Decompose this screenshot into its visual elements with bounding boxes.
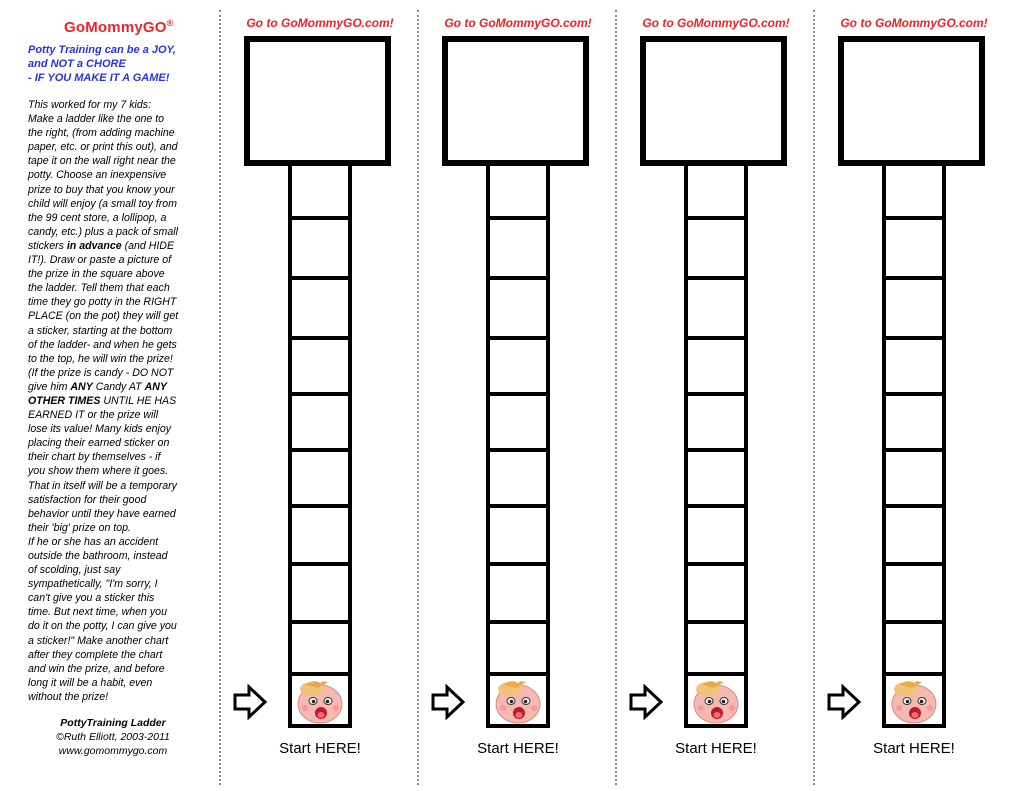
ladder-chart: [618, 0, 814, 791]
ladder-rung: [486, 216, 550, 220]
footer-credits: [28, 716, 198, 758]
ladder-rung: [288, 216, 352, 220]
ladder-rung: [684, 336, 748, 340]
ladder-header-link[interactable]: Go to GoMommyGO.com!: [642, 16, 790, 30]
ladder-rails: [486, 166, 550, 728]
cut-line: [219, 10, 221, 785]
arrow-right-icon: [430, 684, 466, 720]
instructions-line: This worked for my 7 kids:: [28, 99, 152, 111]
ladder-rung: [288, 336, 352, 340]
arrow-right-icon: [628, 684, 664, 720]
instructions-line: That in itself will be a temporary: [28, 479, 177, 492]
ladder-rung: [882, 276, 946, 280]
ladder-rails: [288, 166, 352, 728]
ladder-rung: [882, 562, 946, 566]
instructions-line: If he or she has an accident: [28, 535, 159, 548]
ladder-header-link[interactable]: Go to GoMommyGO.com!: [444, 16, 592, 30]
arrow-right-icon: [826, 684, 862, 720]
instructions-line: stickers in advance (and HIDE: [28, 239, 175, 252]
instructions-line: give him ANY Candy AT ANY: [28, 380, 167, 393]
instructions-line: their chart by themselves - if: [28, 451, 161, 464]
prize-box: [838, 36, 985, 166]
baby-face-icon: [886, 676, 942, 726]
start-label: Start HERE!: [675, 740, 757, 757]
ladder-rung: [486, 392, 550, 396]
ladder-header-link[interactable]: Go to GoMommyGO.com!: [840, 16, 988, 30]
instructions-line: paper, etc. or print this out), and: [28, 141, 178, 154]
ladder-rung: [486, 620, 550, 624]
footer-url: www.gomommygo.com: [58, 745, 168, 757]
instructions-line: EARNED IT or the prize will: [28, 409, 159, 422]
instructions-panel: [0, 0, 218, 791]
instructions-line: time. But next time, when you: [28, 606, 167, 619]
instructions-line: without the prize!: [28, 690, 109, 703]
instructions-line: (If the prize is candy - DO NOT: [28, 366, 174, 379]
ladder-rung: [486, 562, 550, 566]
prize-box: [640, 36, 787, 166]
baby-face-icon: [688, 676, 744, 726]
ladder-rung: [288, 562, 352, 566]
instructions-line: a sticker, starting at the bottom: [28, 324, 173, 337]
instructions-line: a sticker!" Make another chart: [28, 634, 169, 647]
ladder-rung: [288, 504, 352, 508]
tagline: [28, 43, 213, 85]
instructions-line: PLACE (on the pot) they will get: [28, 310, 179, 323]
baby-face-icon: [490, 676, 546, 726]
instructions-line: candy, etc.) plus a pack of small: [28, 225, 178, 238]
instructions-line: IT!). Draw or paste a picture of: [28, 254, 172, 267]
ladder-rung: [288, 392, 352, 396]
ladder-rung: [684, 562, 748, 566]
instructions-line: satisfaction for their good: [28, 493, 147, 506]
instructions-line: outside the bathroom, instead: [28, 550, 168, 562]
instructions-line: to the top, he will win the prize!: [28, 352, 173, 365]
ladder-rung: [486, 336, 550, 340]
ladder-rung: [288, 620, 352, 624]
ladder-rung: [882, 336, 946, 340]
ladder-rung: [684, 216, 748, 220]
ladder-rung: [684, 392, 748, 396]
footer-copyright: ©Ruth Elliott, 2003-2011: [56, 731, 170, 743]
instructions-line: of the ladder- and when he gets: [28, 338, 177, 351]
ladder-rung: [486, 504, 550, 508]
ladder-header-link[interactable]: Go to GoMommyGO.com!: [246, 16, 394, 30]
ladder-rung: [486, 448, 550, 452]
ladder-rung: [882, 620, 946, 624]
instructions-line: and win the prize, and before: [28, 662, 165, 675]
instructions-line: of scolding, just say: [28, 564, 121, 577]
start-label: Start HERE!: [873, 740, 955, 757]
instructions-line: after they complete the chart: [28, 648, 163, 661]
instructions-line: tape it on the wall right near the: [28, 155, 176, 168]
start-label: Start HERE!: [279, 740, 361, 757]
ladder-rails: [684, 166, 748, 728]
instructions-line: can't give you a sticker this: [28, 592, 155, 605]
instructions-line: the ladder. Tell them that each: [28, 282, 170, 295]
ladder-chart: [816, 0, 1012, 791]
ladder-rung: [882, 392, 946, 396]
instructions-line: sympathetically, "I'm sorry, I: [28, 578, 158, 591]
ladder-rung: [882, 216, 946, 220]
instructions-line: Make a ladder like the one to: [28, 113, 165, 126]
instructions-line: placing their earned sticker on: [28, 437, 170, 450]
footer-title: PottyTraining Ladder: [60, 717, 166, 729]
ladder-rails: [882, 166, 946, 728]
ladder-rung: [684, 276, 748, 280]
ladder-rung: [684, 620, 748, 624]
ladder-rung: [882, 504, 946, 508]
instructions-line: time they go potty in the RIGHT: [28, 296, 177, 309]
instructions-line: lose its value! Many kids enjoy: [28, 423, 172, 436]
ladder-rung: [684, 448, 748, 452]
ladder-rung: [486, 276, 550, 280]
tagline-line: and NOT a CHORE: [28, 58, 126, 70]
instructions-text: [28, 98, 216, 704]
prize-box: [442, 36, 589, 166]
ladder-rung: [684, 504, 748, 508]
instructions-line: the right, (from adding machine: [28, 127, 175, 140]
instructions-line: long it will be a habit, even: [28, 676, 153, 689]
tagline-line: Potty Training can be a JOY,: [28, 44, 176, 56]
instructions-line: the 99 cent store, a lollipop, a: [28, 211, 167, 224]
instructions-line: potty. Choose an inexpensive: [28, 169, 167, 182]
ladder-rung: [288, 276, 352, 280]
ladder-chart: [420, 0, 616, 791]
instructions-line: do it on the potty, I can give you: [28, 620, 177, 633]
ladder-chart: [222, 0, 418, 791]
instructions-line: behavior until they have earned: [28, 507, 176, 520]
ladder-rung: [288, 448, 352, 452]
ladder-rung: [882, 448, 946, 452]
start-label: Start HERE!: [477, 740, 559, 757]
arrow-right-icon: [232, 684, 268, 720]
instructions-line: their 'big' prize on top.: [28, 521, 131, 534]
instructions-line: child will enjoy (a small toy from: [28, 197, 177, 210]
tagline-line: - IF YOU MAKE IT A GAME!: [28, 72, 170, 84]
brand-logo: GoMommyGO®: [64, 18, 174, 36]
instructions-line: you show them where it goes.: [28, 465, 169, 478]
baby-face-icon: [292, 676, 348, 726]
instructions-line: prize to buy that you know your: [28, 183, 175, 196]
instructions-line: OTHER TIMES UNTIL HE HAS: [28, 394, 177, 407]
instructions-line: the prize in the square above: [28, 268, 165, 281]
prize-box: [244, 36, 391, 166]
